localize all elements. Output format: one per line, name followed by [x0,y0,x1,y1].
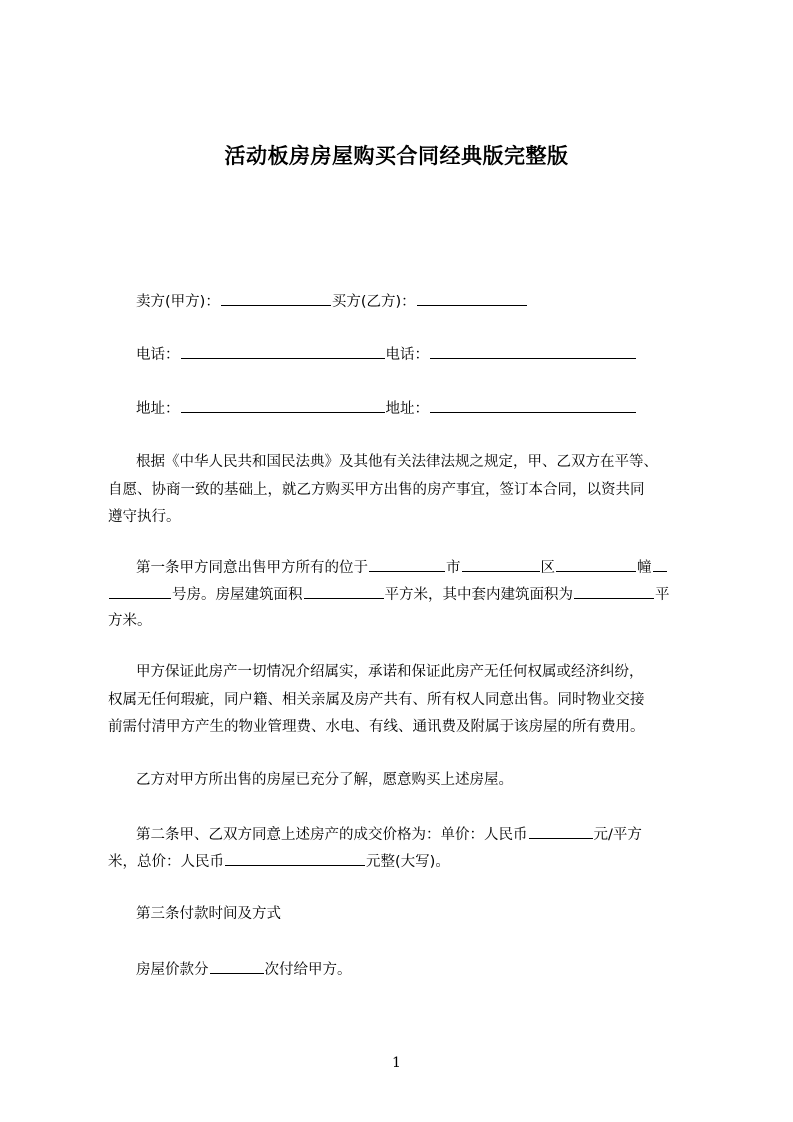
buyer-acknowledgement: 乙方对甲方所出售的房屋已充分了解，愿意购买上述房屋。 [136,772,513,788]
address-line [136,398,637,419]
buyer-address-label: 地址： [385,401,429,417]
seller-phone-field[interactable] [181,344,385,359]
unit-price-label: 元/平方 [593,827,642,843]
unit-field-start[interactable] [653,557,667,572]
intro-line-3: 遵守执行。 [108,509,181,525]
buyer-name-field[interactable] [417,291,527,306]
intro-line-1: 根据《中华人民共和国民法典》及其他有关法律法规之规定，甲、乙双方在平等、 [136,454,658,470]
total-price-label: 元整(大写)。 [366,854,450,870]
unit-price-field[interactable] [529,824,593,839]
page-number: 1 [392,1055,401,1071]
buyer-phone-field[interactable] [430,344,636,359]
buyer-address-field[interactable] [430,398,636,413]
buyer-label: 买方(乙方)： [331,294,416,310]
article2-text: 第二条甲、乙双方同意上述房产的成交价格为：单价：人民币 [136,827,528,843]
article2-line-2 [108,851,450,872]
article1-line-3: 方米。 [108,613,152,629]
building-area-field[interactable] [304,584,384,599]
sqm-label-2a: 平 [655,587,670,603]
installments-label: 次付给甲方。 [264,962,352,978]
article3-heading: 第三条付款时间及方式 [136,906,281,922]
article1-line-1 [136,557,668,578]
buyer-phone-label: 电话： [385,347,429,363]
document-title: 活动板房房屋购买合同经典版完整版 [224,144,569,168]
article1-line-2 [108,584,670,605]
seller-address-field[interactable] [181,398,385,413]
guarantee-line-1: 甲方保证此房产一切情况介绍属实，承诺和保证此房产无任何权属或经济纠纷， [136,664,644,680]
seller-address-label: 地址： [136,401,180,417]
district-field[interactable] [462,557,540,572]
seller-phone-label: 电话： [136,347,180,363]
installments-field[interactable] [210,959,264,974]
sqm-label: 平方米，其中套内建筑面积为 [384,587,573,603]
total-price-field[interactable] [225,851,365,866]
building-field[interactable] [556,557,636,572]
city-label: 市 [446,560,461,576]
total-price-text: 米，总价：人民币 [108,854,224,870]
city-field[interactable] [369,557,445,572]
guarantee-line-3: 前需付清甲方产生的物业管理费、水电、有线、通讯费及附属于该房屋的所有费用。 [108,719,645,735]
article2-line-1 [136,824,642,845]
inner-area-field[interactable] [574,584,654,599]
installments-text: 房屋价款分 [136,962,209,978]
room-label: 号房。房屋建筑面积 [172,587,303,603]
district-label: 区 [540,560,555,576]
seller-buyer-line [136,291,528,312]
guarantee-line-2: 权属无任何瑕疵，同户籍、相关亲属及房产共有、所有权人同意出售。同时物业交接 [108,692,645,708]
intro-line-2: 自愿、协商一致的基础上，就乙方购买甲方出售的房产事宜，签订本合同，以资共同 [108,482,645,498]
seller-name-field[interactable] [221,291,331,306]
phone-line [136,344,637,365]
room-number-field[interactable] [109,584,171,599]
seller-label: 卖方(甲方)： [136,294,220,310]
building-label: 幢 [637,560,652,576]
article1-text: 第一条甲方同意出售甲方所有的位于 [136,560,368,576]
article3-line [136,959,352,980]
